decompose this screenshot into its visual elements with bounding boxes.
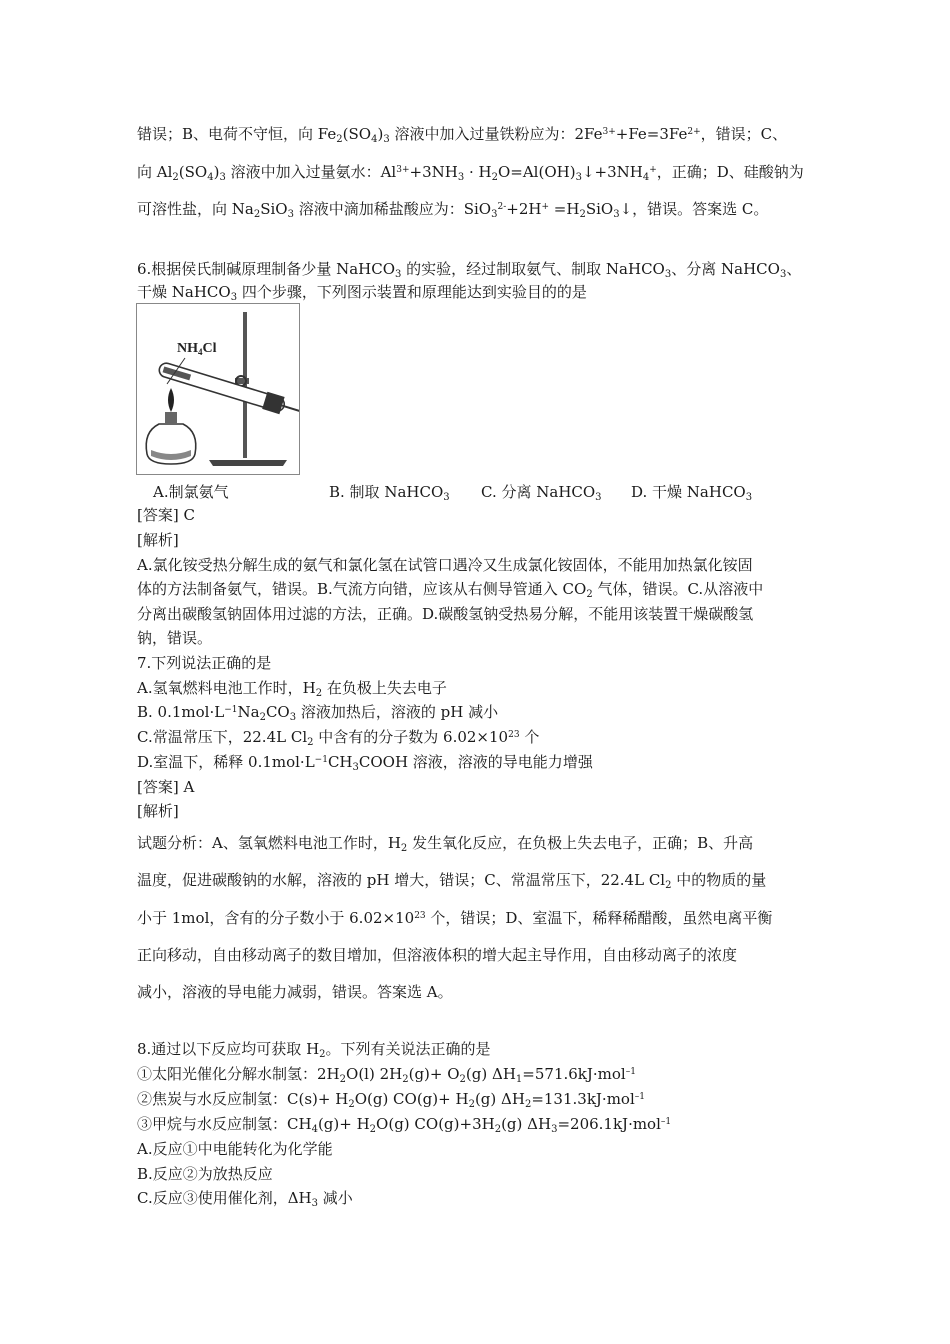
q7-analysis-line-3: 小于 1mol，含有的分子数小于 $6.02\times 10^{23}$ 个，错误；D、室温下，稀释稀醋酸，虽然电离平衡 xyxy=(137,909,773,927)
q5-tail-line-1: 错误；B、电荷不守恒，向 $Fe_2(SO_4)_3$ 溶液中加入过量铁粉应为：$2Fe^{3+}+Fe=3Fe^{2+}$，错误；C、 xyxy=(137,125,788,145)
q6-option-c: C. 分离 NaHCO$_3$ xyxy=(481,483,602,503)
q6-stem-line-1: 6.根据侯氏制碱原理制备少量 NaHCO$_3$ 的实验，经过制取氨气、制取 NaHCO$_3$、分离 NaHCO$_3$、 xyxy=(137,260,802,280)
q8-reaction-3: ③甲烷与水反应制氢：$CH_4(g)+ H_2O(g)$ $CO(g)+3H_2(g)$ $\Delta H_3=206.1kJ\cdot mol^{-1}$ xyxy=(137,1115,672,1135)
q8-option-c: C.反应③使用催化剂，$\Delta H_3$ 减小 xyxy=(137,1189,353,1209)
q7-analysis-line-4: 正向移动，自由移动离子的数目增加，但溶液体积的增大起主导作用，自由移动离子的浓度 xyxy=(137,946,738,964)
q7-analysis-line-1: 试题分析：A、氢氧燃料电池工作时，$H_2$ 发生氧化反应，在负极上失去电子，正确；B、升高 xyxy=(137,834,754,854)
q6-analysis-line-2: 体的方法制备氨气，错误。B.气流方向错，应该从右侧导管通入 $CO_2$ 气体，错误。C.从溶液中 xyxy=(137,580,764,600)
q6-analysis-line-4: 钠，错误。 xyxy=(137,629,213,647)
q7-stem: 7.下列说法正确的是 xyxy=(137,654,272,672)
q7-option-a: A.氢氧燃料电池工作时，$H_2$ 在负极上失去电子 xyxy=(137,679,447,699)
q8-option-b: B.反应②为放热反应 xyxy=(137,1165,273,1183)
nh4cl-label: $NH_4Cl$ xyxy=(177,341,217,357)
q6-analysis-line-1: A.氯化铵受热分解生成的氨气和氯化氢在试管口遇冷又生成氯化铵固体，不能用加热氯化铵固 xyxy=(137,556,753,574)
q7-option-c: C.常温常压下，22.4L $Cl_2$ 中含有的分子数为 $6.02\times 10^{23}$ 个 xyxy=(137,728,540,748)
q5-tail-line-3: 可溶性盐，向 $Na_2SiO_3$ 溶液中滴加稀盐酸应为：$SiO_3^{2-}+2H^+ =H_2SiO_3↓$，错误。答案选 C。 xyxy=(137,200,769,220)
q6-option-a: A.制氯氨气 xyxy=(153,483,229,501)
q6-option-b: B. 制取 NaHCO$_3$ xyxy=(329,483,450,503)
q7-analysis-line-5: 减小，溶液的导电能力减弱，错误。答案选 A。 xyxy=(137,983,453,1001)
q6-option-d: D. 干燥 NaHCO$_3$ xyxy=(631,483,753,503)
q8-reaction-2: ②焦炭与水反应制氢：$C(s)+ H_2O(g)$ $CO(g)+ H_2(g)$ $\Delta H_2=131.3kJ\cdot mol^{-1}$ xyxy=(137,1090,645,1110)
q7-answer: [答案] A xyxy=(137,778,195,796)
q6-answer: [答案] C xyxy=(137,506,195,524)
q7-analysis-line-2: 温度，促进碳酸钠的水解，溶液的 pH 增大，错误；C、常温常压下，22.4L $Cl_2$ 中的物质的量 xyxy=(137,871,767,891)
q6-analysis-title: [解析] xyxy=(137,531,179,549)
q7-option-b: B. $0.1mol\cdot L^{-1}Na_2CO_3$ 溶液加热后，溶液的 pH 减小 xyxy=(137,703,499,723)
q5-tail-line-2: 向 $Al_2(SO_4)_3$ 溶液中加入过量氨水：$Al^{3+}+3NH_3$ · $H_2O=Al(OH)_3↓+3NH_4^+$，正确；D、硅酸钠为 xyxy=(137,163,804,183)
q8-option-a: A.反应①中电能转化为化学能 xyxy=(137,1140,333,1158)
q6-stem-line-2: 干燥 NaHCO$_3$ 四个步骤，下列图示装置和原理能达到实验目的的是 xyxy=(137,283,587,303)
heating-apparatus-drawing xyxy=(137,304,299,474)
q7-option-d: D.室温下，稀释 $0.1mol\cdot L^{-1}CH_3COOH$ 溶液，溶液的导电能力增强 xyxy=(137,753,593,773)
q7-analysis-title: [解析] xyxy=(137,802,179,820)
q8-reaction-1: ①太阳光催化分解水制氢：$2H_2O(l)$ $2H_2(g)+ O_2(g)$ $\Delta H_1=571.6kJ\cdot mol^{-1}$ xyxy=(137,1065,636,1085)
q6-analysis-line-3: 分离出碳酸氢钠固体用过滤的方法，正确。D.碳酸氢钠受热易分解，不能用该装置干燥碳酸氢 xyxy=(137,605,754,623)
q8-stem: 8.通过以下反应均可获取 $H_2$。下列有关说法正确的是 xyxy=(137,1040,491,1060)
apparatus-figure xyxy=(136,303,300,475)
